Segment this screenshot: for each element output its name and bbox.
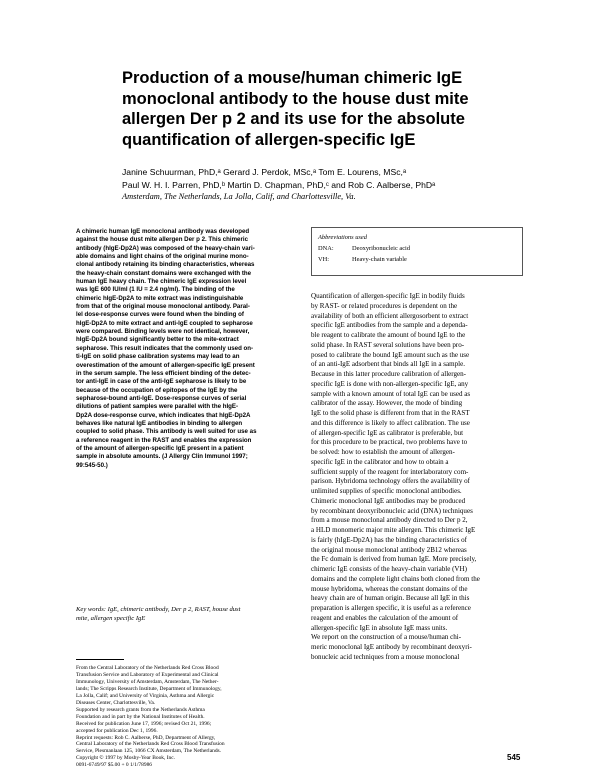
abbreviation-meaning: Deoxyribonucleic acid bbox=[352, 245, 411, 252]
abstract-line: the heavy-chain constant domains were exchanged with the bbox=[76, 269, 252, 277]
body-line: bonucleic acid techniques from a mouse monoclonal bbox=[311, 652, 460, 661]
author-line: Paul W. H. I. Parren, PhD,ᵇ Martin D. Chapman, PhD,ᶜ and Rob C. Aalberse, PhDᵃ bbox=[122, 179, 436, 190]
abstract-line: hIgE-Dp2A bound significantly better to the mite-extract bbox=[76, 336, 239, 344]
abbreviations-title: Abbreviations used bbox=[318, 234, 367, 241]
body-line: reagent and enables the calculation of the amount of bbox=[311, 613, 459, 622]
body-line: meric monoclonal IgE antibody by recombinant deoxyri- bbox=[311, 643, 472, 651]
abstract-line: overestimation of the amount of allergen-specific IgE present bbox=[76, 361, 255, 369]
title-line: quantification of allergen-specific IgE bbox=[122, 130, 416, 149]
body-line: solid phase. In RAST several solutions have been pro- bbox=[311, 340, 465, 349]
footnote-line: Service, Plesmanlaan 125, 1066 CX Amsterdam, The Netherlands. bbox=[76, 748, 222, 755]
author-affiliations: Amsterdam, The Netherlands, La Jolla, Calif, and Charlottesville, Va. bbox=[122, 192, 356, 202]
abbreviation-row bbox=[318, 256, 407, 263]
body-line: be solved: how to establish the amount of allergen- bbox=[311, 448, 455, 456]
abstract-line: clonal antibody retaining its binding characteristics, whereas bbox=[76, 261, 255, 269]
abstract-line: hIgE-Dp2A to mite extract and anti-IgE coupled to sepharose bbox=[76, 319, 253, 327]
abbreviation-meaning: Heavy-chain variable bbox=[352, 256, 407, 263]
body-line: the Fc domain is derived from human IgE. More precisely, bbox=[311, 555, 477, 564]
body-line: Quantification of allergen-specific IgE in bodily fluids bbox=[311, 292, 465, 300]
body-line: chimeric IgE consists of the heavy-chain variable (VH) bbox=[311, 565, 467, 573]
body-line: ble reagent to calibrate the amount of bound IgE to the bbox=[311, 331, 466, 339]
abstract-line: chimeric hIgE-Dp2A to mite extract was indistinguishable bbox=[76, 294, 244, 302]
body-line: of an anti-IgE adsorbent that binds all IgE in a sample. bbox=[311, 360, 466, 369]
body-line: a HLD monomeric major mite allergen. This chimeric IgE bbox=[311, 526, 476, 534]
footnote-line: accepted for publication Dec 1, 1996. bbox=[76, 727, 158, 734]
title-line: allergen Der p 2 and its use for the absolute bbox=[122, 110, 465, 128]
abstract-line: A chimeric human IgE monoclonal antibody was developed bbox=[76, 228, 250, 235]
abstract-line: antibody (hIgE-Dp2A) was composed of the heavy-chain vari- bbox=[76, 244, 255, 252]
body-line: allergen-specific IgE in absolute IgE mass units. bbox=[311, 623, 448, 632]
abstract-line: Dp2A dose-response curve, which indicates that hIgE-Dp2A bbox=[76, 411, 251, 419]
body-line: sufficient supply of the reagent for interlaboratory com- bbox=[311, 467, 469, 476]
abstract-line: was IgE 600 IU/ml (1 IU = 2.4 ng/ml). The binding of the bbox=[76, 286, 235, 294]
footnote-divider bbox=[76, 659, 124, 660]
abbreviation-term: VH: bbox=[318, 256, 330, 263]
footnote-line: Copyright © 1997 by Mosby-Year Book, Inc. bbox=[76, 755, 176, 762]
keywords-line: mite, allergen specific IgE bbox=[76, 614, 146, 622]
footnote-line: Transfusion Service and Laboratory of Experimental and Clinical bbox=[76, 671, 219, 678]
abstract-line: lel dose-response curves were found when the binding of bbox=[76, 311, 244, 319]
abstract-line: ti-IgE on solid phase calibration systems may lead to an bbox=[76, 353, 240, 361]
body-line: specific IgE is done with non-allergen-specific IgE, any bbox=[311, 379, 469, 388]
footnote-line: Reprint requests: Rob C. Aalberse, PhD, Department of Allergy, bbox=[76, 734, 216, 741]
title-line: monoclonal antibody to the house dust mite bbox=[122, 89, 469, 108]
footnote-line: Received for publication June 17, 1996; revised Oct 21, 1996; bbox=[76, 720, 212, 727]
body-line: We report on the construction of a mouse/human chi- bbox=[311, 633, 462, 642]
abstract-line: sepharose-bound anti-IgE. Dose-response curves of serial bbox=[76, 394, 247, 402]
abstract-line: in the serum sample. The less efficient binding of the detec- bbox=[76, 369, 251, 377]
keywords bbox=[76, 606, 296, 623]
article-title bbox=[122, 68, 522, 150]
body-line: availability of both an efficient allergosorbent to extract bbox=[311, 311, 469, 320]
abstract-line: coupled to solid phase. This antibody is well suited for use as bbox=[76, 428, 257, 436]
abstract-line: sample in absolute amounts. (J Allergy Clin Immunol 1997; bbox=[76, 453, 248, 461]
body-line: Because in this latter procedure calibration of allergen- bbox=[311, 370, 467, 378]
footnote-line: Diseases Center, Charlottesville, Va. bbox=[76, 699, 156, 706]
body-line: is fairly (hIgE-Dp2A) has the binding characteristics of bbox=[311, 535, 467, 544]
abstract-line: tor anti-IgE in case of the anti-IgE sepharose is likely to be bbox=[76, 378, 247, 386]
body-line: sample with a known amount of total IgE can be used as bbox=[311, 389, 471, 398]
body-line: calibrator of the assay. However, the mode of binding bbox=[311, 399, 463, 408]
body-text bbox=[311, 292, 525, 663]
abstract-line: human IgE heavy chain. The chimeric IgE expression level bbox=[76, 278, 247, 286]
body-line: parison. Hybridoma technology offers the availability of bbox=[311, 477, 470, 486]
abstract-line: because of the occupation of epitopes of the IgE by the bbox=[76, 386, 238, 394]
abstract-line: were compared. Binding levels were not identical, however, bbox=[76, 328, 250, 336]
body-line: mouse hybridoma, whereas the constant domains of the bbox=[311, 584, 468, 593]
footnote-line: Immunology, University of Amsterdam, Amsterdam, The Nether- bbox=[76, 678, 219, 685]
footnote-line: From the Central Laboratory of the Netherlands Red Cross Blood bbox=[76, 665, 219, 671]
abstract-line: of the amount of allergen-specific IgE present in a patient bbox=[76, 444, 244, 452]
footnote-line: Central Laboratory of the Netherlands Red Cross Blood Transfusion bbox=[76, 741, 225, 748]
body-line: of allergen-specific IgE as calibrator is preferable, but bbox=[311, 428, 464, 437]
abbreviation-row bbox=[318, 245, 410, 252]
footnote-line: 0091-6749/97 $5.00 + 0 1/1/78986 bbox=[76, 762, 153, 769]
abstract-line: 99:545-50.) bbox=[76, 461, 108, 469]
abstract-line: against the house dust mite allergen Der p 2. This chimeric bbox=[76, 236, 248, 244]
body-line: domains and the complete light chains both cloned from the bbox=[311, 574, 480, 583]
body-line: the original mouse monoclonal antibody 2B12 whereas bbox=[311, 545, 467, 554]
abstract-line: a reference reagent in the RAST and enables the expression bbox=[76, 436, 252, 444]
footnote-line: La Jolla, Calif; and University of Virginia, Asthma and Allergic bbox=[76, 692, 215, 699]
body-line: and this difference is likely to affect calibration. The use bbox=[311, 418, 470, 427]
author-line: Janine Schuurman, PhD,ᵃ Gerard J. Perdok, MSc,ᵃ Tom E. Lourens, MSc,ᵃ bbox=[122, 167, 407, 177]
footnotes bbox=[76, 665, 300, 769]
abstract-line: sepharose. This result indicates that the commonly used on- bbox=[76, 344, 254, 352]
body-line: by RAST- or related procedures is dependent on the bbox=[311, 301, 458, 310]
body-line: specific IgE antibodies from the sample and a dependa- bbox=[311, 321, 468, 330]
body-line: posed to calibrate the bound IgE amount such as the use bbox=[311, 350, 470, 359]
footnote-line: Supported by research grants from the Netherlands Asthma bbox=[76, 706, 205, 713]
keywords-line: Key words: IgE, chimeric antibody, Der p 2, RAST, house dust bbox=[76, 606, 241, 613]
title-line: Production of a mouse/human chimeric IgE bbox=[122, 69, 463, 87]
abbreviation-term: DNA: bbox=[318, 245, 334, 252]
body-line: IgE to the solid phase is different from that in the RAST bbox=[311, 409, 470, 417]
body-line: unlimited supplies of specific monoclonal antibodies. bbox=[311, 487, 462, 495]
author-block bbox=[122, 166, 562, 204]
body-line: for this procedure to be practical, two problems have to bbox=[311, 438, 468, 447]
abstract-line: from that of the original mouse monoclonal antibody. Paral- bbox=[76, 303, 250, 311]
abstract bbox=[76, 228, 296, 470]
abstract-line: behaves like natural IgE antibodies in binding to allergen bbox=[76, 419, 243, 427]
body-line: heavy chain are of human origin. Because all IgE in this bbox=[311, 594, 470, 603]
body-line: by recombinant deoxyribonucleic acid (DNA) techniques bbox=[311, 506, 473, 515]
footnote-line: lands; The Scripps Research Institute, Department of Immunology, bbox=[76, 685, 222, 692]
page-number: 545 bbox=[507, 753, 521, 762]
body-line: Chimeric monoclonal IgE antibodies may be produced bbox=[311, 496, 466, 505]
body-line: preparation is allergen specific, it is useful as a reference bbox=[311, 604, 471, 612]
body-line: specific IgE in the calibrator and how to obtain a bbox=[311, 457, 449, 466]
abstract-line: able domains and light chains of the original murine mono- bbox=[76, 253, 249, 261]
footnote-line: Foundation and in part by the National Institutes of Health. bbox=[76, 713, 205, 720]
abstract-line: dilutions of patient samples were parallel with the hIgE- bbox=[76, 403, 239, 411]
body-line: from a mouse monoclonal antibody directed to Der p 2, bbox=[311, 516, 468, 525]
